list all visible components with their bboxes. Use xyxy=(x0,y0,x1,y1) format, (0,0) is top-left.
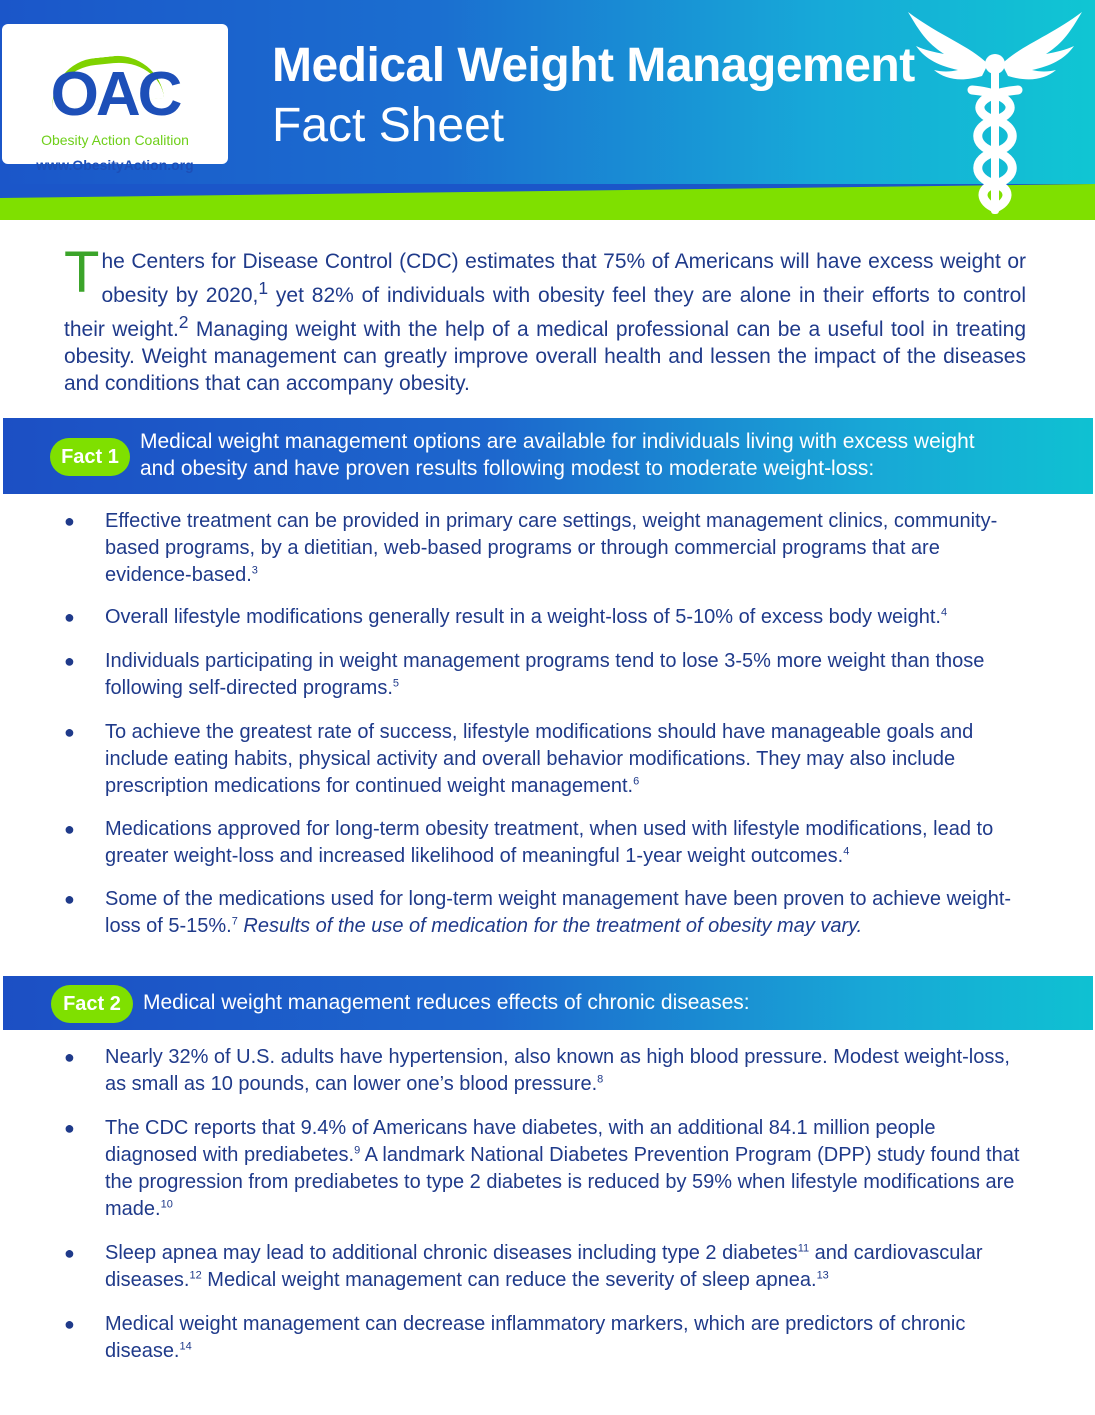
list-item-text: Overall lifestyle modifications generally result in a weight-loss of 5-10% of excess body weight. xyxy=(105,606,941,628)
fact-2-heading: Medical weight management reduces effects of chronic diseases: xyxy=(143,991,750,1014)
intro-paragraph xyxy=(64,240,1027,397)
footnote-ref: 9 xyxy=(354,1144,361,1157)
list-item-text: Medical weight management can reduce the severity of sleep apnea. xyxy=(201,1269,817,1291)
page-title: Medical Weight Management xyxy=(272,39,915,92)
list-item-note: Results of the use of medication for the treatment of obesity may vary. xyxy=(237,915,863,937)
footnote-ref: 13 xyxy=(816,1269,829,1282)
drop-cap: T xyxy=(64,240,100,305)
bullet-icon: ● xyxy=(64,511,75,531)
footnote-ref: 11 xyxy=(797,1242,810,1255)
list-item-text: Some of the medications used for long-term weight management have been proven to achieve weight-loss of 5-15%. xyxy=(105,888,1012,937)
list-item xyxy=(60,604,1020,631)
fact-2-banner xyxy=(3,976,1093,1030)
logo-url: www.ObesityAction.org xyxy=(36,157,194,173)
bullet-icon: ● xyxy=(64,607,75,627)
fact-1-banner xyxy=(3,418,1093,494)
list-item xyxy=(60,648,1020,702)
list-item xyxy=(60,886,1020,940)
footnote-ref: 3 xyxy=(251,564,258,577)
list-item xyxy=(60,816,1020,870)
fact-2-list xyxy=(60,1044,1020,1365)
footnote-ref: 12 xyxy=(189,1269,202,1282)
list-item-text: Sleep apnea may lead to additional chronic diseases including type 2 diabetes xyxy=(105,1242,798,1264)
list-item xyxy=(60,1044,1020,1098)
footnote-ref: 4 xyxy=(843,845,850,858)
bullet-icon: ● xyxy=(64,1243,75,1263)
list-item-text: Medications approved for long-term obesity treatment, when used with lifestyle modifications, lead to greater weight-loss and increased likelihood of meaningful 1-year weight outcomes. xyxy=(105,818,994,867)
bullet-icon: ● xyxy=(64,651,75,671)
bullet-icon: ● xyxy=(64,1047,75,1067)
list-item xyxy=(60,508,1020,589)
list-item-text: Individuals participating in weight management programs tend to lose 3-5% more weight than those following self-directed programs. xyxy=(105,650,985,699)
footnote-ref: 2 xyxy=(178,312,189,332)
logo-org-name: Obesity Action Coalition xyxy=(41,132,189,148)
list-item-text: The CDC reports that 9.4% of Americans have diabetes, with an additional 84.1 million people diagnosed with prediabetes. xyxy=(105,1117,936,1166)
footnote-ref: 7 xyxy=(231,915,238,928)
footnote-ref: 5 xyxy=(392,677,400,690)
footnote-ref: 6 xyxy=(633,775,640,788)
fact-2-badge: Fact 2 xyxy=(51,985,133,1023)
fact-1-heading: Medical weight management options are available for individuals living with excess weight and obesity and have proven results following modest to moderate weight-loss: xyxy=(140,430,975,480)
list-item-text: A landmark National Diabetes Prevention Program (DPP) study found that the progression from prediabetes to type 2 diabetes is reduced by 59% when lifestyle modifications are made. xyxy=(105,1144,1020,1220)
list-item xyxy=(60,719,1020,800)
footnote-ref: 14 xyxy=(179,1340,192,1353)
list-item-text: and cardiovascular diseases. xyxy=(105,1242,983,1291)
list-item-text: Effective treatment can be provided in primary care settings, weight management clinics, community-based programs, by a dietitian, web-based programs or through commercial programs that are evidence-based. xyxy=(105,510,998,586)
intro-text-2: yet 82% of individuals with obesity feel they are alone in their efforts to control their weight. xyxy=(64,284,1026,341)
footnote-ref: 8 xyxy=(597,1073,604,1086)
logo xyxy=(2,24,228,173)
logo-mark: OAC xyxy=(50,60,180,129)
page-subtitle: Fact Sheet xyxy=(272,99,505,152)
list-item-text: To achieve the greatest rate of success, lifestyle modifications should have manageable goals and include eating habits, physical activity and overall behavior modifications. They may also include prescription medications for continued weight management. xyxy=(105,721,974,797)
list-item xyxy=(60,1311,1020,1365)
bullet-icon: ● xyxy=(64,1314,75,1334)
list-item xyxy=(60,1240,1020,1294)
list-item-text: Medical weight management can decrease inflammatory markers, which are predictors of chronic disease. xyxy=(105,1313,966,1362)
bullet-icon: ● xyxy=(64,819,75,839)
fact-1-badge: Fact 1 xyxy=(50,438,130,476)
caduceus-icon xyxy=(900,6,1090,216)
intro-text-3: Managing weight with the help of a medical professional can be a useful tool in treating obesity. Weight management can greatly improve overall health and lessen the impact of the diseases and conditions that can accompany obesity. xyxy=(64,318,1027,395)
list-item-text: Nearly 32% of U.S. adults have hypertension, also known as high blood pressure. Modest weight-loss, as small as 10 pounds, can lower one’s blood pressure. xyxy=(105,1046,1010,1095)
bullet-icon: ● xyxy=(64,1118,75,1138)
intro-text-1: he Centers for Disease Control (CDC) estimates that 75% of Americans will have excess weight or obesity by 2020, xyxy=(101,250,1026,307)
bullet-icon: ● xyxy=(64,889,75,909)
footnote-ref: 4 xyxy=(940,606,948,619)
footnote-ref: 10 xyxy=(160,1198,173,1211)
list-item xyxy=(60,1115,1020,1223)
bullet-icon: ● xyxy=(64,722,75,742)
footnote-ref: 1 xyxy=(258,278,269,298)
fact-1-list xyxy=(60,508,1020,940)
